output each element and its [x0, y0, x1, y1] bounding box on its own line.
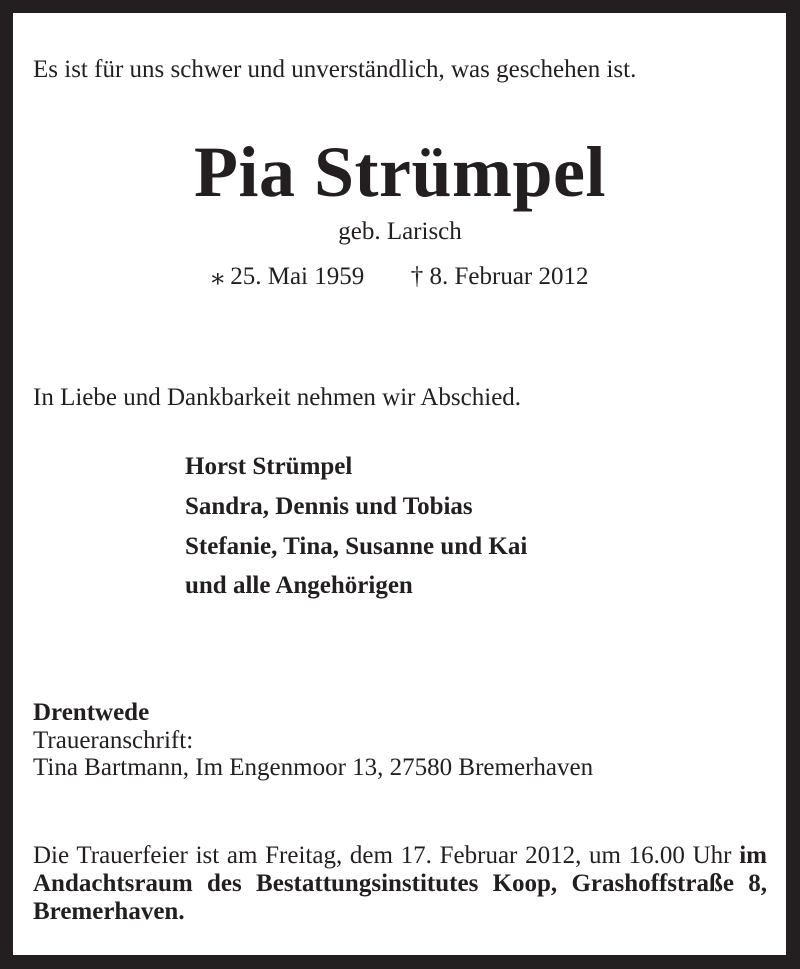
mourner-line: und alle Angehörigen: [185, 572, 413, 599]
maiden-name: geb. Larisch: [338, 218, 462, 245]
address: Tina Bartmann, Im Engenmoor 13, 27580 Bremerhaven: [33, 754, 594, 781]
birth-star-icon: ⁎: [211, 263, 224, 290]
service-location: im Andachtsraum des Bestattungsinstitutes Koop, Grashoffstraße 8, Bremerhaven.: [33, 842, 768, 925]
mourner-line: Stefanie, Tina, Susanne und Kai: [185, 533, 528, 560]
farewell-text: In Liebe und Dankbarkeit nehmen wir Abschied.: [33, 384, 522, 411]
death-date: 8. Februar 2012: [429, 263, 589, 290]
service-text: Die Trauerfeier ist am Freitag, dem 17. Februar 2012, um 16.00 Uhr: [33, 842, 732, 869]
service-info: [33, 842, 767, 926]
deceased-name: Pia Strümpel: [194, 132, 606, 212]
birth-date: 25. Mai 1959: [230, 263, 365, 290]
intro-text: Es ist für uns schwer und unverständlich, was geschehen ist.: [33, 56, 637, 83]
address-label: Traueranschrift:: [33, 727, 194, 754]
death-cross-icon: †: [410, 263, 424, 290]
place: Drentwede: [33, 699, 150, 726]
life-dates: [0, 263, 800, 291]
mourner-line: Sandra, Dennis und Tobias: [185, 493, 473, 520]
mourner-line: Horst Strümpel: [185, 453, 353, 480]
